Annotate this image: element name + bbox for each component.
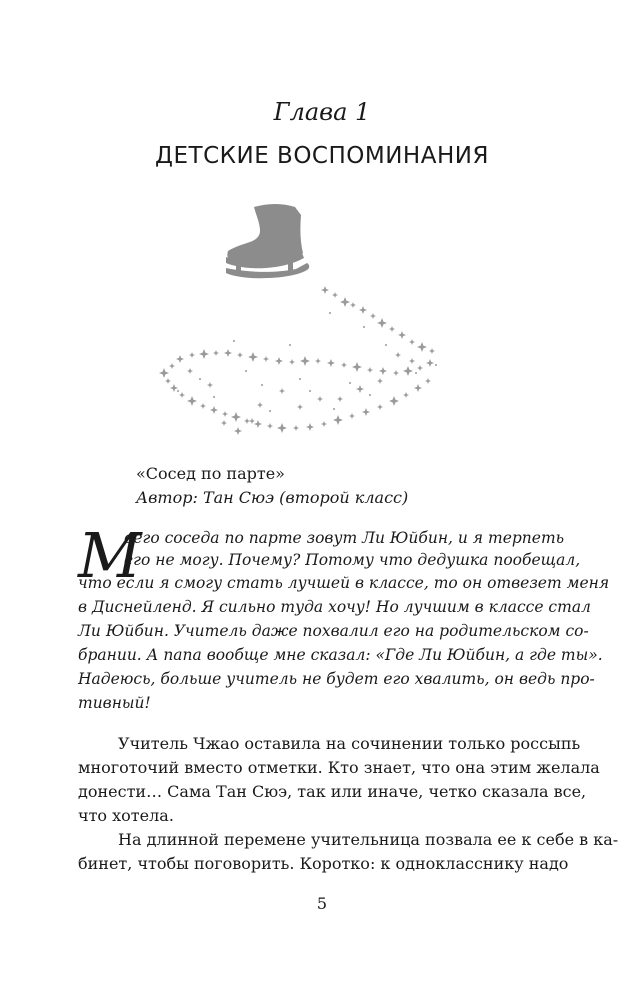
sparkle-icon [275, 357, 283, 365]
sparkle-icon [417, 342, 427, 352]
sparkle-icon [187, 396, 197, 406]
sparkle-dot-icon [199, 378, 201, 380]
sparkle-icon [187, 368, 193, 374]
sparkle-icon [248, 352, 258, 362]
sparkle-icon [417, 365, 423, 371]
sparkle-dot-icon [349, 382, 351, 384]
page-number: 5 [316, 894, 328, 913]
sparkle-icon [231, 412, 241, 422]
sparkle-icon [170, 384, 178, 392]
body-line: бинет, чтобы поговорить. Коротко: к однокласснику надо [78, 854, 569, 873]
sparkle-icon [267, 423, 273, 429]
sparkle-dot-icon [369, 394, 371, 396]
sparkle-dot-icon [289, 344, 291, 346]
sparkle-icon [393, 370, 399, 376]
chapter-title: ДЕТСКИЕ ВОСПОМИНАНИЯ [155, 143, 489, 169]
sparkle-icon [429, 348, 435, 354]
sparkle-dot-icon [261, 384, 263, 386]
sparkle-icon [222, 411, 228, 417]
sparkle-icon [398, 331, 406, 339]
sparkle-icon [221, 420, 227, 426]
sparkle-icon [370, 313, 376, 319]
sparkle-icon [389, 326, 395, 332]
essay-line: Надеюсь, больше учитель не будет его хвалить, он ведь про- [78, 670, 595, 688]
sparkle-dot-icon [329, 312, 331, 314]
sparkle-icon [337, 396, 343, 402]
sparkle-icon [315, 358, 321, 364]
sparkle-icon [327, 359, 335, 367]
sparkle-icon [403, 392, 409, 398]
sparkle-trail-icon [159, 286, 437, 435]
sparkle-icon [341, 362, 347, 368]
sparkle-icon [377, 404, 383, 410]
sparkle-icon [189, 352, 195, 358]
sparkle-dot-icon [177, 390, 179, 392]
figure-skate-illustration [150, 195, 450, 440]
sparkle-icon [199, 349, 209, 359]
sparkle-dot-icon [309, 390, 311, 392]
sparkle-icon [289, 359, 295, 365]
body-line: Учитель Чжао оставила на сочинении только россыпь [118, 734, 581, 753]
essay-line: в Диснейленд. Я сильно туда хочу! Но лучшим в классе стал [78, 598, 591, 616]
sparkle-icon [426, 359, 434, 367]
sparkle-icon [321, 286, 329, 294]
chapter-label: Глава 1 [273, 98, 371, 126]
sparkle-dot-icon [435, 364, 437, 366]
sparkle-icon [176, 355, 184, 363]
sparkle-dot-icon [385, 344, 387, 346]
sparkle-icon [200, 403, 206, 409]
sparkle-icon [321, 421, 327, 427]
sparkle-dot-icon [333, 408, 335, 410]
sparkle-icon [300, 356, 310, 366]
essay-line: брании. А папа вообще мне сказал: «Где Ли Юйбин, а где ты». [78, 646, 603, 664]
sparkle-icon [234, 427, 242, 435]
sparkle-icon [306, 423, 314, 431]
sparkle-dot-icon [363, 326, 365, 328]
epigraph-title: «Сосед по парте» [136, 464, 285, 483]
essay-line: Ли Юйбин. Учитель даже похвалил его на родительском со- [78, 622, 589, 640]
epigraph-author: Автор: Тан Сюэ (второй класс) [136, 488, 409, 507]
epigraph [136, 462, 566, 510]
sparkle-icon [379, 367, 387, 375]
sparkle-icon [165, 378, 171, 384]
essay-line: оего соседа по парте зовут Ли Юйбин, и я терпеть [124, 529, 565, 547]
sparkle-icon [377, 378, 383, 384]
sparkle-icon [279, 388, 285, 394]
sparkle-icon [389, 396, 399, 406]
body-line: что хотела. [78, 806, 174, 825]
essay-line: тивный! [78, 694, 151, 712]
sparkle-icon [332, 292, 338, 298]
sparkle-icon [169, 363, 175, 369]
skate-icon [226, 204, 309, 278]
sparkle-dot-icon [269, 410, 271, 412]
sparkle-icon [249, 418, 255, 424]
sparkle-dot-icon [233, 340, 235, 342]
sparkle-icon [352, 362, 362, 372]
sparkle-dot-icon [415, 372, 417, 374]
sparkle-icon [263, 356, 269, 362]
sparkle-icon [224, 349, 232, 357]
sparkle-dot-icon [213, 396, 215, 398]
sparkle-icon [317, 396, 323, 402]
sparkle-icon [409, 358, 415, 364]
sparkle-dot-icon [245, 370, 247, 372]
sparkle-icon [395, 352, 401, 358]
sparkle-icon [359, 306, 367, 314]
sparkle-icon [237, 352, 243, 358]
sparkle-icon [207, 382, 213, 388]
drop-cap: М [78, 519, 142, 592]
sparkle-icon [254, 420, 262, 428]
sparkle-icon [414, 384, 422, 392]
sparkle-icon [409, 339, 415, 345]
body-line: донести… Сама Тан Сюэ, так или иначе, четко сказала все, [78, 782, 587, 801]
sparkle-icon [349, 413, 355, 419]
body-line: На длинной перемене учительница позвала ее к себе в ка- [118, 830, 619, 849]
sparkle-icon [350, 302, 356, 308]
sparkle-icon [293, 425, 299, 431]
sparkle-icon [403, 366, 413, 376]
sparkle-icon [210, 406, 218, 414]
essay-line: его не могу. Почему? Потому что дедушка пообещал, [124, 551, 581, 569]
body-line: многоточий вместо отметки. Кто знает, что она этим желала [78, 758, 600, 777]
sparkle-icon [340, 297, 350, 307]
sparkle-icon [179, 392, 185, 398]
sparkle-icon [257, 402, 263, 408]
sparkle-icon [297, 404, 303, 410]
sparkle-icon [377, 318, 387, 328]
sparkle-icon [159, 368, 169, 378]
sparkle-icon [333, 415, 343, 425]
sparkle-icon [367, 367, 373, 373]
essay-line: что если я смогу стать лучшей в классе, то он отвезет меня [78, 574, 610, 592]
sparkle-icon [425, 378, 431, 384]
sparkle-icon [213, 350, 219, 356]
sparkle-icon [356, 385, 364, 393]
sparkle-icon [277, 423, 287, 433]
sparkle-dot-icon [299, 378, 301, 380]
sparkle-icon [362, 408, 370, 416]
